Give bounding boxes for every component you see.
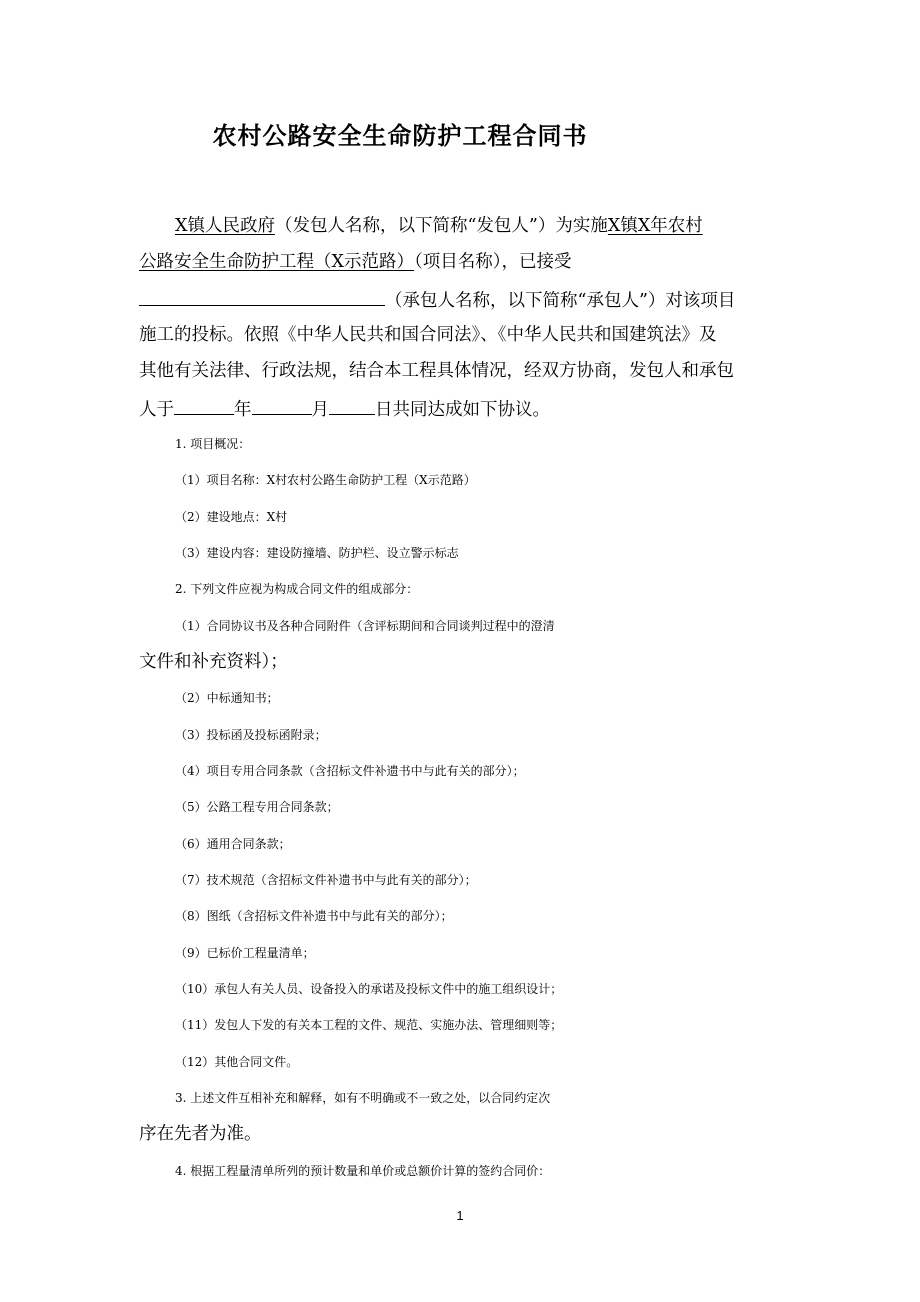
section-2-item-2: （2）中标通知书；: [175, 691, 279, 705]
section-2-item-1b: 文件和补充资料）；: [139, 652, 288, 672]
month-blank[interactable]: [252, 394, 312, 415]
section-2-item-4: （4）项目专用合同条款（含招标文件补遗书中与此有关的部分）；: [175, 764, 525, 778]
month-label: 月: [311, 400, 329, 420]
section-2-item-3: （3）投标函及投标函附录；: [175, 728, 327, 742]
intro-line-4: 施工的投标。依照《中华人民共和国合同法》、《中华人民共和国建筑法》及: [139, 325, 717, 345]
section-4-line-1: 4. 根据工程量清单所列的预计数量和单价或总额价计算的签约合同价：: [175, 1164, 551, 1178]
section-2-item-7: （7）技术规范（含招标文件补遗书中与此有关的部分）；: [175, 873, 477, 887]
section-1-item-2: （2）建设地点：X村: [175, 510, 288, 524]
intro-line-6: [139, 394, 783, 422]
project-name-part-1: X镇X年农村: [607, 216, 703, 236]
date-suffix: 日共同达成如下协议。: [375, 400, 550, 420]
contractor-name-blank[interactable]: [139, 285, 385, 306]
intro-line-1: [139, 212, 783, 240]
section-2-item-10: （10）承包人有关人员、设备投入的承诺及投标文件中的施工组织设计；: [175, 982, 563, 996]
section-3-line-2: 序在先者为准。: [139, 1124, 262, 1144]
intro-line-5: 其他有关法律、行政法规，结合本工程具体情况，经双方协商，发包人和承包: [139, 361, 734, 381]
intro-line-3: [139, 285, 783, 313]
section-2-item-12: （12）其他合同文件。: [175, 1055, 299, 1069]
section-1-item-3: （3）建设内容：建设防撞墙、防护栏、设立警示标志: [175, 546, 459, 560]
intro-line-2: [139, 248, 783, 276]
year-blank[interactable]: [174, 394, 234, 415]
section-2-item-1a: （1）合同协议书及各种合同附件（含评标期间和合同谈判过程中的澄清: [175, 619, 555, 633]
year-label: 年: [234, 400, 252, 420]
employer-name: X镇人民政府: [175, 216, 275, 236]
section-3-line-1: 3. 上述文件互相补充和解释，如有不明确或不一致之处，以合同约定次: [175, 1091, 551, 1105]
section-2-item-8: （8）图纸（含招标文件补遗书中与此有关的部分）；: [175, 909, 453, 923]
project-name-part-2: 公路安全生命防护工程（X示范路）: [139, 252, 414, 272]
section-2-item-6: （6）通用合同条款；: [175, 837, 291, 851]
section-2-item-9: （9）已标价工程量清单；: [175, 946, 315, 960]
employer-note: （发包人名称，以下简称“发包人”）为实施: [274, 216, 608, 236]
section-1-heading: 1. 项目概况：: [175, 437, 251, 451]
section-1-item-1: （1）项目名称：X村农村公路生命防护工程（X示范路）: [175, 473, 476, 487]
date-prefix: 人于: [139, 400, 174, 420]
project-note: （项目名称），已接受: [413, 252, 572, 272]
contractor-note: （承包人名称，以下简称“承包人”）对该项目: [385, 291, 736, 311]
section-2-heading: 2. 下列文件应视为构成合同文件的组成部分：: [175, 582, 419, 596]
day-blank[interactable]: [329, 394, 375, 415]
page-number: 1: [456, 1208, 464, 1223]
document-title: 农村公路安全生命防护工程合同书: [212, 122, 588, 150]
section-2-item-5: （5）公路工程专用合同条款；: [175, 800, 339, 814]
section-2-item-11: （11）发包人下发的有关本工程的文件、规范、实施办法、管理细则等；: [175, 1018, 563, 1032]
